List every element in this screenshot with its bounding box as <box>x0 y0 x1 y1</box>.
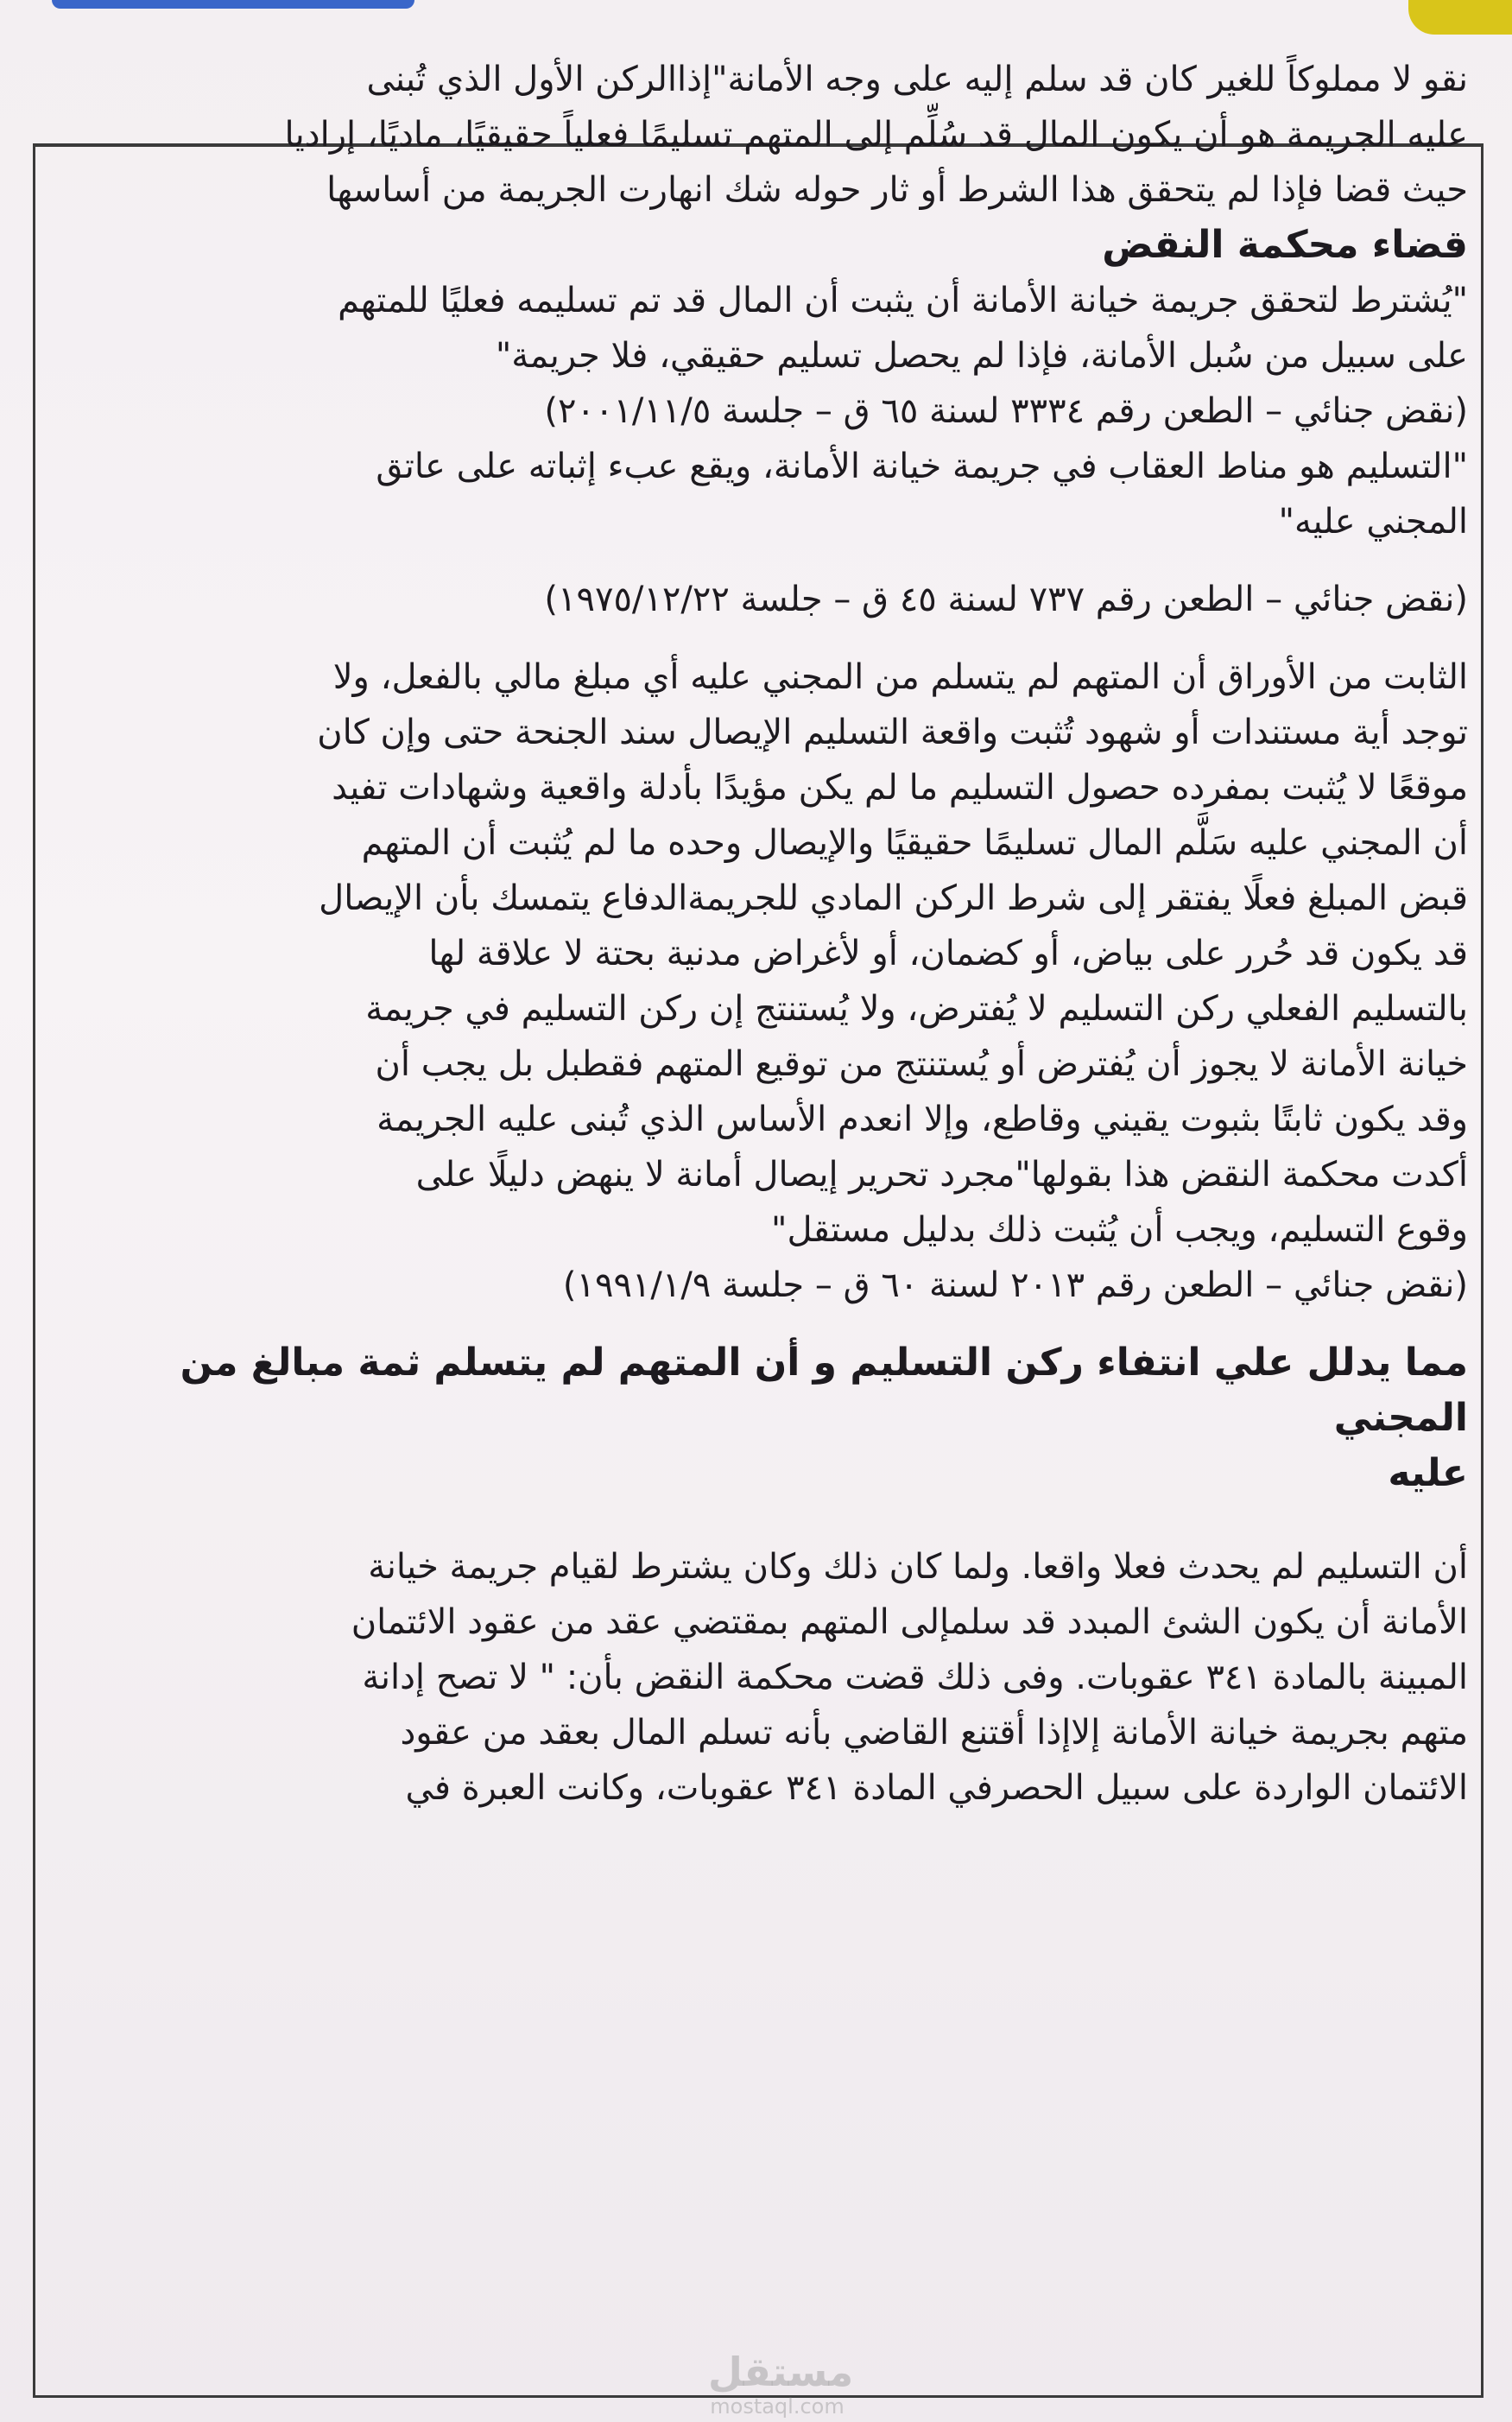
watermark <box>708 2349 854 2419</box>
text-line: توجد أية مستندات أو شهود تُثبت واقعة التسليم الإيصال سند الجنحة حتى وإن كان <box>317 713 1468 752</box>
text-line: أن المجني عليه سَلَّم المال تسليمًا حقيقيًا والإيصال وحده ما لم يُثبت أن المتهم <box>361 823 1468 863</box>
quote-line: "يُشترط لتحقق جريمة خيانة الأمانة أن يثبت أن المال قد تم تسليمه فعليًا للمتهم <box>338 281 1468 320</box>
watermark-logo: مستقل <box>708 2349 854 2395</box>
conclusion-heading: عليه <box>1388 1451 1468 1495</box>
quote-line: المجني عليه" <box>1278 502 1468 542</box>
text-line: متهم بجريمة خيانة الأمانة إلاإذا أقتنع القاضي بأنه تسلم المال بعقد من عقود <box>400 1713 1468 1753</box>
quote-line: على سبيل من سُبل الأمانة، فإذا لم يحصل تسليم حقيقي، فلا جريمة" <box>495 336 1468 376</box>
text-line: بالتسليم الفعلي ركن التسليم لا يُفترض، ولا يُستنتج إن ركن التسليم في جريمة <box>365 989 1468 1029</box>
text-line: الائتمان الواردة على سبيل الحصرفي المادة ٣٤١ عقوبات، وكانت العبرة في <box>405 1768 1468 1808</box>
photo-edge-blue <box>52 0 414 9</box>
text-line: عليه الجريمة هو أن يكون المال قد سُلِّم إلى المتهم تسليمًا فعلياً حقيقيًا، ماديًا، إراديا <box>284 115 1468 155</box>
citation: (نقض جنائي – الطعن رقم ٢٠١٣ لسنة ٦٠ ق – جلسة ١٩٩١/١/٩) <box>562 1265 1468 1305</box>
watermark-site: mostaql.com <box>710 2394 845 2419</box>
section-heading: قضاء محكمة النقض <box>1102 223 1468 267</box>
text-line: وقوع التسليم، ويجب أن يُثبت ذلك بدليل مستقل" <box>771 1210 1468 1250</box>
text-line: أن التسليم لم يحدث فعلا واقعا. ولما كان ذلك وكان يشترط لقيام جريمة خيانة <box>368 1547 1468 1587</box>
text-line: قد يكون قد حُرر على بياض، أو كضمان، أو لأغراض مدنية بحتة لا علاقة لها <box>428 934 1468 973</box>
photo-edge-yellow <box>1408 0 1512 35</box>
citation: (نقض جنائي – الطعن رقم ٧٣٧ لسنة ٤٥ ق – جلسة ١٩٧٥/١٢/٢٢) <box>544 580 1468 619</box>
text-line: الثابت من الأوراق أن المتهم لم يتسلم من المجني عليه أي مبلغ مالي بالفعل، ولا <box>332 657 1468 697</box>
citation: (نقض جنائي – الطعن رقم ٣٣٣٤ لسنة ٦٥ ق – جلسة ٢٠٠١/١١/٥) <box>544 391 1468 431</box>
text-line: خيانة الأمانة لا يجوز أن يُفترض أو يُستنتج من توقيع المتهم فقطبل بل يجب أن <box>375 1044 1468 1084</box>
text-line: الأمانة أن يكون الشئ المبدد قد سلمإلى المتهم بمقتضي عقد من عقود الائتمان <box>351 1602 1468 1642</box>
text-line: أكدت محكمة النقض هذا بقولها"مجرد تحرير إيصال أمانة لا ينهض دليلًا على <box>415 1155 1468 1195</box>
quote-line: "التسليم هو مناط العقاب في جريمة خيانة الأمانة، ويقع عبء إثباته على عاتق <box>376 447 1468 486</box>
conclusion-heading: مما يدلل علي انتفاء ركن التسليم و أن المتهم لم يتسلم ثمة مبالغ من المجني <box>180 1341 1468 1440</box>
text-line: المبينة بالمادة ٣٤١ عقوبات. وفى ذلك قضت محكمة النقض بأن: " لا تصح إدانة <box>362 1658 1468 1697</box>
text-line: وقد يكون ثابتًا بثبوت يقيني وقاطع، وإلا انعدم الأساس الذي تُبنى عليه الجريمة <box>376 1100 1468 1139</box>
text-line: موقعًا لا يُثبت بمفرده حصول التسليم ما لم يكن مؤيدًا بأدلة واقعية وشهادات تفيد <box>332 768 1468 808</box>
text-line: قبض المبلغ فعلًا يفتقر إلى شرط الركن المادي للجريمةالدفاع يتمسك بأن الإيصال <box>319 878 1468 918</box>
text-line: حيث قضا فإذا لم يتحقق هذا الشرط أو ثار حوله شك انهارت الجريمة من أساسها <box>326 170 1468 210</box>
document-body <box>52 52 1468 2410</box>
photo-edge <box>0 0 1512 16</box>
text-line: نقو لا مملوكاً للغير كان قد سلم إليه على وجه الأمانة"إذاالركن الأول الذي تُبنى <box>366 60 1468 99</box>
